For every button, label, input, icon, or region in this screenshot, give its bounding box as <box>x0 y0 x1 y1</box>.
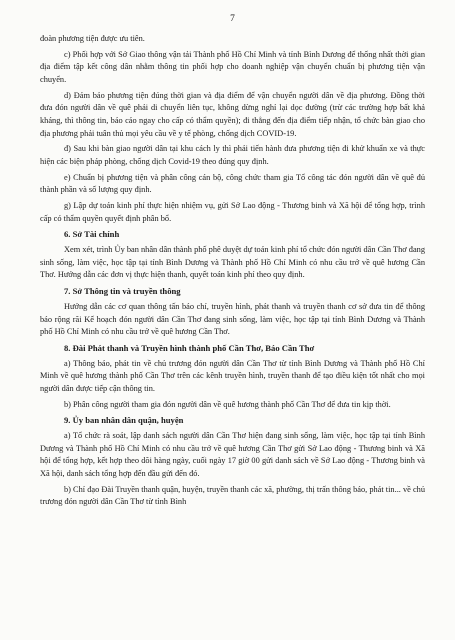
paragraph: c) Phối hợp với Sở Giao thông vận tải Thành phố Hồ Chí Minh và tỉnh Bình Dương để thống nhất thời gian địa điểm tập kết công dân nhằm thông tin phối hợp cho doanh nghiệp vận chuyển chuẩn bị phương tiện vận chuyển. <box>40 49 425 84</box>
paragraph: a) Tổ chức rà soát, lập danh sách người dân Cần Thơ hiện đang sinh sống, làm việc, học tập tại tỉnh Bình Dương và Thành phố Hồ Chí Minh có nhu cầu trở về quê hương Cần Thơ gửi Sở Lao động - Thương binh và Xã hội để tổng hợp, kết hợp theo dõi hàng ngày, cuối ngày 17 giờ 00 gửi danh sách về Sở Lao động - Thương binh và Xã hội, danh sách tổng hợp đến đầu gửi đến đó. <box>40 431 425 479</box>
paragraph: g) Lập dự toán kinh phí thực hiện nhiệm vụ, gửi Sở Lao động - Thương binh và Xã hội để tổng hợp, trình cấp có thẩm quyền quyết định phân bổ. <box>40 201 425 223</box>
paragraph: đ) Sau khi bàn giao người dân tại khu cách ly thì phải tiến hành đưa phương tiện đi khử khuẩn xe và thực hiện các biện pháp phòng, chống dịch Covid-19 theo đúng quy định. <box>40 144 425 166</box>
paragraph: a) Thông báo, phát tin về chủ trương đón người dân Cần Thơ từ tỉnh Bình Dương và Thành phố Hồ Chí Minh về quê hương thành phố Cần Thơ trên các kênh truyền hình, truyền thanh để tạo điều kiện tốt nhất cho mọi người dân được tiếp cận thông tin. <box>40 358 425 393</box>
section-heading: 9. Ủy ban nhân dân quận, huyện <box>64 415 184 426</box>
document-body <box>40 33 425 509</box>
section-heading: 7. Sở Thông tin và truyền thông <box>64 286 181 297</box>
page-number: 7 <box>230 14 235 24</box>
paragraph: Xem xét, trình Ủy ban nhân dân thành phố phê duyệt dự toán kinh phí tổ chức đón người dân Cần Thơ đang sinh sống, làm việc, học tập tại tỉnh Bình Dương và Thành phố Hồ Chí Minh có nhu cầu trở về quê hương Cần Thơ. Hướng dẫn các đơn vị thực hiện thanh, quyết toán kinh phí theo quy định. <box>40 245 425 280</box>
paragraph: b) Chỉ đạo Đài Truyền thanh quận, huyện, truyền thanh các xã, phường, thị trấn thông báo, phát tin... về chủ trương đón người dân Cần Thơ từ tỉnh Bình <box>40 484 425 507</box>
paragraph: đoàn phương tiện được ưu tiên. <box>40 34 145 43</box>
section-heading: 8. Đài Phát thanh và Truyền hình thành phố Cần Thơ, Báo Cần Thơ <box>64 342 315 353</box>
paragraph: Hướng dẫn các cơ quan thông tấn báo chí, truyền hình, phát thanh và truyền thanh cơ sở đưa tin để thông báo rộng rãi Kế hoạch đón người dân Cần Thơ đang sinh sống, làm việc, học tập tại tỉnh Bình Dương và Thành phố Hồ Chí Minh có nhu cầu trở về quê hương Cần Thơ. <box>40 301 425 337</box>
paragraph: d) Đảm bảo phương tiện đúng thời gian và địa điểm để vận chuyển người dân về địa phương. Đồng thời đưa đón người dân về quê phải di chuyển liên tục, không dừng nghỉ lại dọc đường (trừ các trường hợp bất khả kháng, thì thông tin, báo cáo ngay cho cấp có thẩm quyền); đi thẳng đến địa điểm tiếp nhận, tổ chức bàn giao cho địa phương phải tuân thủ mọi yêu cầu về y tế phòng, chống dịch COVID-19. <box>40 90 425 138</box>
paragraph: b) Phân công người tham gia đón người dân về quê hương thành phố Cần Thơ để đưa tin kịp thời. <box>64 399 391 409</box>
paragraph: e) Chuẩn bị phương tiện và phân công cán bộ, công chức tham gia Tổ công tác đón người dân về quê đủ thành phần và số lượng quy định. <box>40 172 425 195</box>
section-heading: 6. Sở Tài chính <box>64 229 120 240</box>
